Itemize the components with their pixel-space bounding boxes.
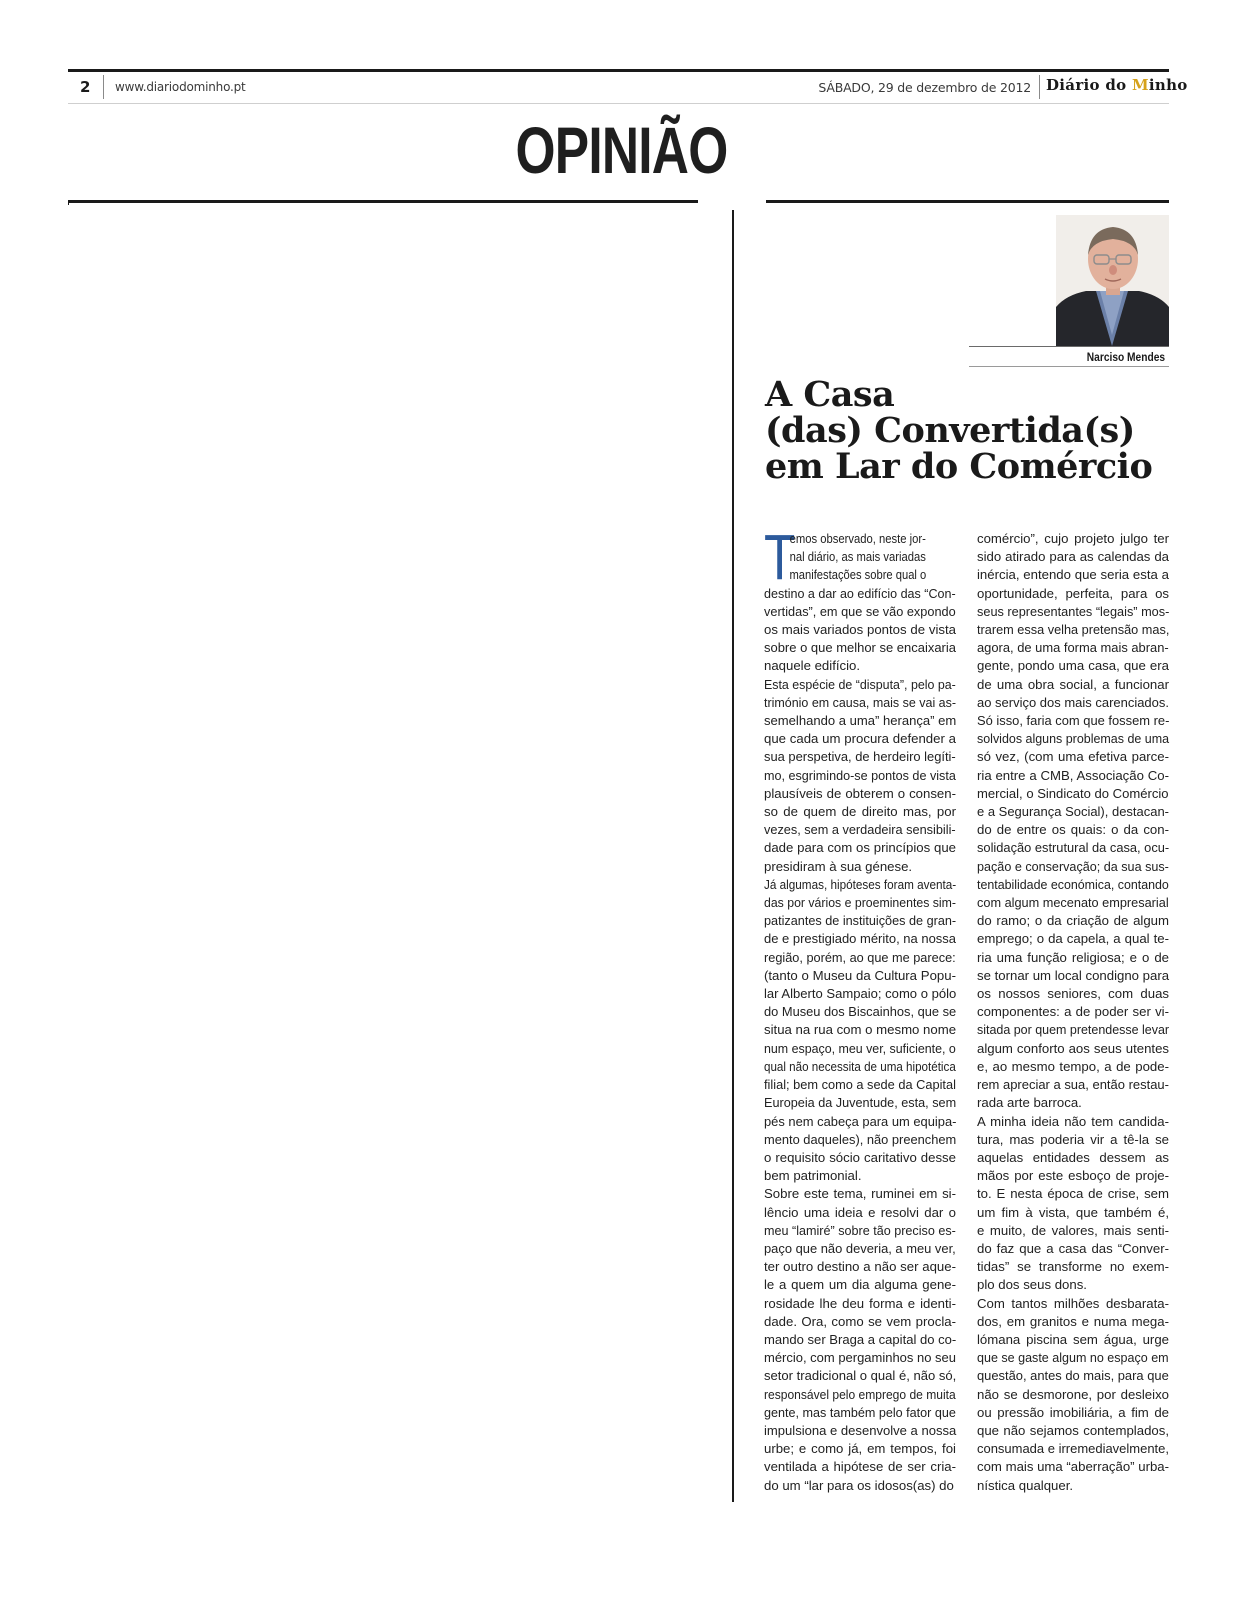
article-text-line: emprego; o da capela, a qual te- bbox=[977, 931, 1169, 947]
article-text-line: patizantes de instituições de gran- bbox=[764, 913, 957, 929]
caption-rule bbox=[969, 366, 1169, 367]
article-text-line: ria entre a CMB, Associação Co- bbox=[977, 767, 1169, 783]
article-text-line: pés nem cabeça para um equipa- bbox=[764, 1113, 957, 1129]
article-text-line: sido atirado para as calendas da bbox=[977, 549, 1169, 565]
article-text-line: to. E nesta época de crise, sem bbox=[977, 1186, 1169, 1202]
article-text-line: os nossos seniores, com duas bbox=[977, 986, 1169, 1002]
article-text-line: de e prestigiado mérito, na nossa bbox=[764, 931, 956, 947]
article-text-line: de uma obra social, a funcionar bbox=[977, 676, 1169, 692]
article-text-line: do faz que a casa das “Conver- bbox=[977, 1240, 1169, 1256]
article-text-line: seus representantes “legais” mos- bbox=[977, 603, 1170, 619]
page-number: 2 bbox=[80, 78, 91, 96]
article-text-line: solvidos alguns problemas de uma bbox=[977, 731, 1170, 747]
article-text-line: (tanto o Museu da Cultura Popu- bbox=[764, 967, 956, 983]
article-text-line: ou pressão imobiliária, a fim de bbox=[977, 1404, 1169, 1420]
article-text-line: destino a dar ao edifício das “Con- bbox=[764, 585, 956, 601]
article-text-line: mércio, com pergaminhos no seu bbox=[764, 1350, 956, 1366]
article-text-line: setor tradicional o qual é, não só, bbox=[764, 1368, 957, 1384]
article-text-line: ventilada a hipótese de ser cria- bbox=[764, 1459, 956, 1475]
article-text-line: solidação estrutural da casa, ocu- bbox=[977, 840, 1170, 856]
article-text-line: sobre o que melhor se encaixaria bbox=[764, 640, 956, 656]
article-text-line: rosidade lhe deu forma e identi- bbox=[764, 1295, 956, 1311]
article-text-line: agora, de uma forma mais abran- bbox=[977, 640, 1169, 656]
article-text-line: gente, mas também pelo fator que bbox=[764, 1404, 956, 1420]
article-text-line: que não sejamos contemplados, bbox=[977, 1422, 1169, 1438]
section-title: OPINIÃO bbox=[515, 113, 728, 187]
article-text-line: so de quem de direito mas, por bbox=[764, 804, 956, 820]
issue-date: SÁBADO, 29 de dezembro de 2012 bbox=[818, 80, 1031, 95]
article-text-line: pação e conservação; da sua sus- bbox=[977, 858, 1169, 874]
article-text-line: que se gaste algum no espaço em bbox=[977, 1350, 1169, 1366]
article-text-line: situa na rua com o mesmo nome bbox=[764, 1022, 957, 1038]
headline-line: A Casa bbox=[765, 374, 895, 415]
article-text-line: componentes: a de poder ser vi- bbox=[977, 1004, 1169, 1020]
article-text-line: lêncio uma ideia e resolvi dar o bbox=[764, 1204, 956, 1220]
article-text-line: aquelas entidades dessem as bbox=[977, 1149, 1169, 1165]
headline-line: em Lar do Comércio bbox=[765, 446, 1153, 487]
article-column-2 bbox=[977, 530, 1169, 1495]
article-text-line: das por vários e proeminentes sim- bbox=[764, 895, 956, 911]
article-text-line: filial; bem como a sede da Capital bbox=[764, 1077, 956, 1093]
article-text-line: rem apreciar a sua, então restau- bbox=[977, 1077, 1169, 1093]
article-text-line: Só isso, faria com que fossem re- bbox=[977, 713, 1170, 729]
left-column-top-rule bbox=[68, 200, 698, 203]
article-text-line: impulsiona e desenvolve a nossa bbox=[764, 1422, 957, 1438]
article-column-1 bbox=[764, 521, 957, 1495]
article-text-line: le a quem um dia alguma gene- bbox=[764, 1277, 956, 1293]
article-text-line: só vez, (com uma efetiva parce- bbox=[977, 749, 1169, 765]
article-text-line: e muito, de valores, mais senti- bbox=[977, 1222, 1169, 1238]
site-url-link[interactable]: www.diariodominho.pt bbox=[115, 80, 246, 94]
article-text-line: urbe; e como já, em tempos, foi bbox=[764, 1441, 956, 1457]
article-text-line: gente, pondo uma casa, que era bbox=[977, 658, 1169, 674]
article-text-line: que cada um procura defender a bbox=[764, 731, 956, 747]
article-text-line: inércia, entendo que seria esta a bbox=[977, 567, 1169, 583]
article-text-line: bem patrimonial. bbox=[764, 1168, 862, 1184]
masthead-text: inho bbox=[1148, 76, 1188, 94]
article-text-line: nística qualquer. bbox=[977, 1477, 1074, 1493]
caption-rule bbox=[969, 346, 1169, 347]
article-text-line: ter outro destino a não ser aque- bbox=[764, 1259, 956, 1275]
article-text-line: meu “lamiré” sobre tão preciso es- bbox=[764, 1222, 956, 1238]
article-text-line: tentabilidade económica, contando bbox=[977, 876, 1169, 892]
article-text-line: do de entre os quais: o da con- bbox=[977, 822, 1169, 838]
article-text-line: Com tantos milhões desbarata- bbox=[977, 1295, 1169, 1311]
article-text-line: do um “lar para os idosos(as) do bbox=[764, 1477, 954, 1493]
article-text-line: semelhando a uma” herança” em bbox=[764, 713, 957, 729]
headline-line: (das) Convertida(s) bbox=[765, 410, 1135, 451]
rule-tick bbox=[68, 200, 69, 205]
article-text-line: Europeia da Juventude, esta, sem bbox=[764, 1095, 957, 1111]
article-text-line: plo dos seus dons. bbox=[977, 1277, 1087, 1293]
article-text-line: trimónio em causa, mais se vai as- bbox=[764, 694, 957, 710]
masthead-accent-letter: M bbox=[1131, 76, 1149, 94]
article-text-line: não se desmorone, por desleixo bbox=[977, 1386, 1169, 1402]
article-text-line: do ramo; o da criação de algum bbox=[977, 913, 1169, 929]
header-divider bbox=[1039, 75, 1040, 99]
article-text-line: lar Alberto Sampaio; como o pólo bbox=[764, 986, 957, 1002]
article-text-line: vertidas”, em que se vão expondo bbox=[764, 603, 956, 619]
article-text-line: oportunidade, perfeita, para os bbox=[977, 585, 1169, 601]
article-text-line: manifestações sobre qual o bbox=[789, 567, 927, 583]
article-text-line: responsável pelo emprego de muita bbox=[764, 1386, 956, 1402]
article-text-line: mento daqueles), não preenchem bbox=[764, 1131, 957, 1147]
author-photo bbox=[1056, 215, 1169, 346]
article-text-line: se tornar um local condigno para bbox=[977, 967, 1170, 983]
article-text-line: mãos por este esboço de proje- bbox=[977, 1168, 1169, 1184]
article-text-line: do Museu dos Biscainhos, que se bbox=[764, 1004, 957, 1020]
drop-cap: T bbox=[764, 521, 796, 593]
article-text-line: comércio”, cujo projeto julgo ter bbox=[977, 531, 1169, 546]
article-text-line: rada arte barroca. bbox=[977, 1095, 1082, 1111]
article-text-line: com mais uma “aberração” urba- bbox=[977, 1459, 1170, 1475]
article-text-line: com algum mecenato empresarial bbox=[977, 895, 1169, 911]
author-portrait-image bbox=[1056, 215, 1169, 346]
article-text-line: nal diário, as mais variadas bbox=[789, 549, 926, 565]
article-text-line: um fim à vista, que também é, bbox=[977, 1204, 1169, 1220]
header-bottom-rule bbox=[68, 103, 1169, 104]
article-text-line: ria uma função religiosa; e o de bbox=[977, 949, 1169, 965]
article-text-line: o requisito sócio caritativo desse bbox=[764, 1149, 956, 1165]
article-text-line: e, ao mesmo tempo, a de pode- bbox=[977, 1058, 1169, 1074]
article-text-line: paço que não deveria, a meu ver, bbox=[764, 1240, 956, 1256]
article-text-line: dade. Ora, como se vem procla- bbox=[764, 1313, 956, 1329]
article-text-line: algum conforto aos seus utentes bbox=[977, 1040, 1169, 1056]
newspaper-masthead-logo bbox=[1046, 76, 1188, 94]
article-text-line: qual não necessita de uma hipotética bbox=[764, 1058, 956, 1074]
article-text-line: naquele edifício. bbox=[764, 658, 861, 674]
article-text-line: tura, mas poderia vir a tê-la se bbox=[977, 1131, 1169, 1147]
article-text-line: num espaço, meu ver, suficiente, o bbox=[764, 1040, 956, 1056]
header-divider bbox=[103, 75, 104, 99]
article-text-line: região, porém, ao que me parece: bbox=[764, 949, 956, 965]
right-column-top-rule bbox=[766, 200, 1169, 203]
header-top-rule bbox=[68, 69, 1169, 72]
article-text-line: lómana piscina sem água, urge bbox=[977, 1331, 1169, 1347]
article-headline bbox=[765, 374, 1185, 487]
article-text-line: mando ser Braga a capital do co- bbox=[764, 1331, 957, 1347]
article-text-line: presidiram à sua génese. bbox=[764, 858, 913, 874]
article-text-line: mercial, o Sindicato do Comércio bbox=[977, 785, 1169, 801]
article-text-line: consumada e irremediavelmente, bbox=[977, 1441, 1169, 1457]
masthead-text: Diário do bbox=[1046, 76, 1132, 94]
article-text-line: plausíveis de obterem o consen- bbox=[764, 785, 956, 801]
article-text-line: sitada por quem pretendesse levar bbox=[977, 1022, 1170, 1038]
article-text-line: trarem essa velha pretensão mas, bbox=[977, 622, 1170, 638]
article-text-line: Sobre este tema, ruminei em si- bbox=[764, 1186, 956, 1202]
article-text-line: e a Segurança Social), destacan- bbox=[977, 804, 1169, 820]
article-text-line: dade para com os princípios que bbox=[764, 840, 956, 856]
article-text-line: Esta espécie de “disputa”, pelo pa- bbox=[764, 676, 956, 692]
article-text-line: os mais variados pontos de vista bbox=[764, 622, 956, 638]
article-text-line: questão, antes do mais, para que bbox=[977, 1368, 1169, 1384]
article-text-line: tidas” se transforme no exem- bbox=[977, 1259, 1169, 1275]
article-text-line: mo, esgrimindo-se pontos de vista bbox=[764, 767, 956, 783]
article-text-line: vezes, sem a verdadeira sensibili- bbox=[764, 822, 956, 838]
author-name: Narciso Mendes bbox=[1086, 350, 1165, 364]
article-text-line: Já algumas, hipóteses foram aventa- bbox=[764, 876, 957, 892]
article-text-line: ao serviço dos mais carenciados. bbox=[977, 694, 1169, 710]
article-text-line: sua perspetiva, de herdeiro legíti- bbox=[764, 749, 956, 765]
article-text-line: emos observado, neste jor- bbox=[789, 531, 926, 546]
article-text-line: dos, em granitos e numa mega- bbox=[977, 1313, 1169, 1329]
article-text-line: A minha ideia não tem candida- bbox=[977, 1113, 1169, 1129]
column-divider bbox=[732, 210, 734, 1502]
